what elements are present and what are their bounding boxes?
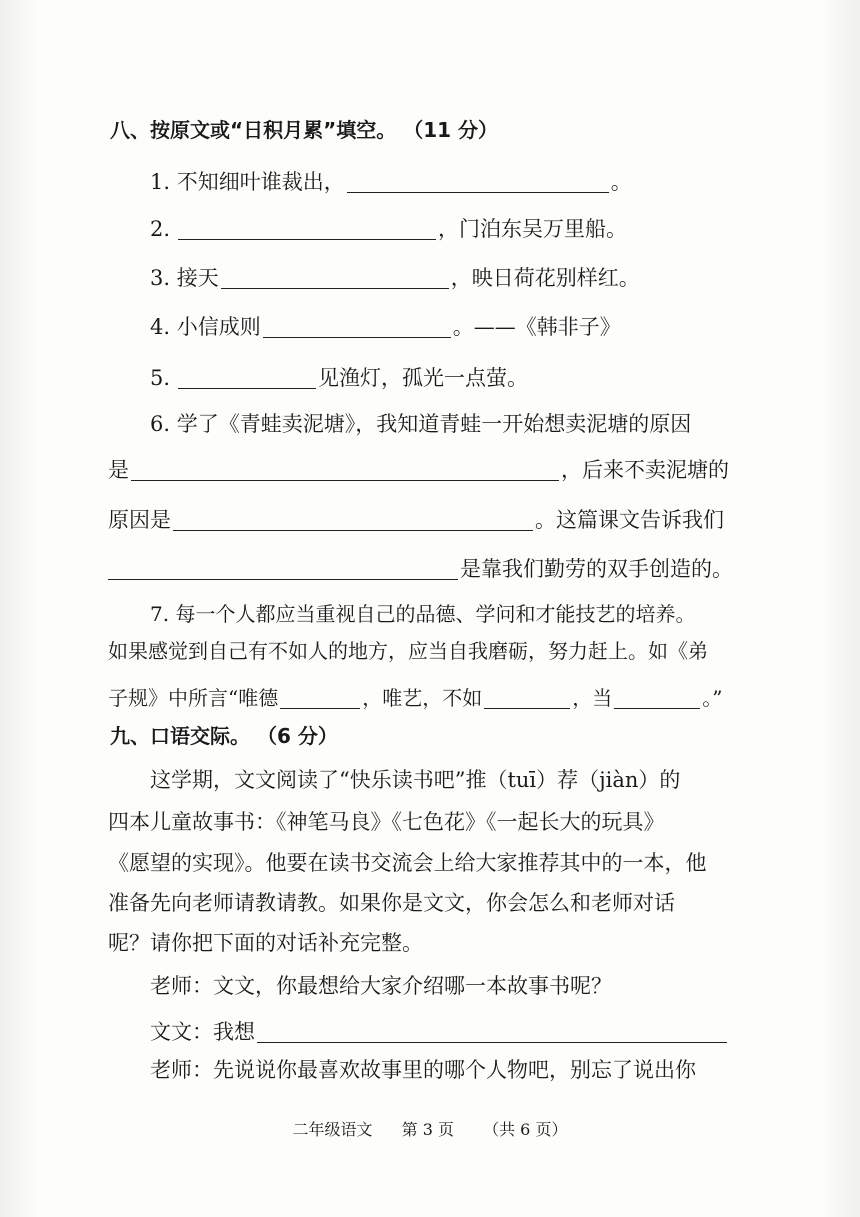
section-9-paragraph-line-2: 四本儿童故事书：《神笔马良》《七色花》《一起长大的玩具》	[108, 810, 665, 834]
dialog-student-1-prefix: 文文：我想	[150, 1020, 255, 1044]
question-8-1-suffix: 。	[610, 170, 632, 194]
answer-blank-8-7-b[interactable]	[484, 686, 570, 709]
question-8-6-line-2-suffix: ，后来不卖泥塘的	[561, 458, 729, 482]
section-9-heading	[110, 722, 338, 750]
question-8-6-line-4-suffix: 是靠我们勤劳的双手创造的。	[460, 557, 733, 581]
answer-blank-8-2[interactable]	[178, 217, 436, 240]
question-8-3	[150, 264, 640, 292]
question-8-5-suffix: 见渔灯，孤光一点萤。	[318, 366, 529, 390]
answer-blank-8-7-c[interactable]	[614, 686, 700, 709]
answer-blank-8-6-a[interactable]	[131, 458, 559, 481]
scan-shadow-right	[820, 0, 860, 1217]
question-8-1-prefix: 1. 不知细叶谁裁出，	[150, 170, 345, 194]
answer-blank-8-5[interactable]	[178, 366, 316, 389]
question-8-7-line-3	[108, 684, 722, 712]
footer-total-pages: （共 6 页）	[483, 1120, 568, 1139]
question-8-2-prefix: 2.	[150, 217, 171, 241]
question-8-5	[150, 364, 528, 392]
question-8-1	[150, 168, 632, 196]
section-8-heading	[110, 116, 498, 144]
question-8-6-line-3-prefix: 原因是	[108, 508, 171, 532]
dialog-teacher-1: 老师：文文，你最想给大家介绍哪一本故事书呢？	[150, 974, 612, 998]
answer-blank-8-7-a[interactable]	[280, 686, 360, 709]
question-8-7-text-d: 。”	[702, 686, 723, 710]
question-8-6-line-1: 6. 学了《青蛙卖泥塘》，我知道青蛙一开始想卖泥塘的原因	[150, 412, 692, 436]
question-8-5-prefix: 5.	[150, 366, 171, 390]
section-9-paragraph-line-3: 《愿望的实现》。他要在读书交流会上给大家推荐其中的一本，他	[108, 851, 707, 875]
question-8-6-line-3	[108, 506, 724, 534]
answer-blank-8-3[interactable]	[221, 266, 449, 289]
question-8-7-line-2: 如果感觉到自己有不如人的地方，应当自我磨砺，努力赶上。如《弟	[108, 639, 708, 663]
question-8-7-text-b: ，唯艺，不如	[362, 686, 483, 710]
question-8-7-text-c: ，当	[572, 686, 613, 710]
section-9-paragraph-line-4: 准备先向老师请教请教。如果你是文文，你会怎么和老师对话	[108, 891, 675, 915]
answer-blank-8-6-b[interactable]	[173, 508, 533, 531]
question-8-4	[150, 313, 621, 341]
dialog-teacher-2: 老师：先说说你最喜欢故事里的哪个人物吧，别忘了说出你	[150, 1058, 696, 1082]
question-8-6-line-2-prefix: 是	[108, 458, 129, 482]
question-8-4-suffix: 。——《韩非子》	[452, 315, 621, 339]
dialog-student-1	[150, 1018, 729, 1046]
question-8-6-line-3-suffix: 。这篇课文告诉我们	[535, 508, 724, 532]
scan-shadow-left	[0, 0, 40, 1217]
footer-page-number: 第 3 页	[401, 1120, 454, 1139]
footer-grade: 二年级语文	[292, 1120, 373, 1139]
section-9-score: （6 分）	[256, 724, 338, 748]
section-8-score: （11 分）	[403, 118, 499, 142]
question-8-3-suffix: ，映日荷花别样红。	[450, 266, 640, 290]
page-footer	[0, 1117, 860, 1140]
question-8-7-line-1: 7. 每一个人都应当重视自己的品德、学问和才能技艺的培养。	[150, 602, 696, 626]
section-9-paragraph-line-5: 呢？请你把下面的对话补充完整。	[108, 931, 423, 955]
question-8-6-line-2	[108, 456, 729, 484]
answer-blank-8-6-c[interactable]	[108, 557, 458, 580]
question-8-7-text-a: 子规》中所言“唯德	[108, 686, 279, 710]
question-8-2	[150, 215, 627, 243]
question-8-6-line-4	[108, 555, 733, 583]
answer-blank-8-1[interactable]	[347, 170, 609, 193]
question-8-4-prefix: 4. 小信成则	[150, 315, 261, 339]
section-9-title: 九、口语交际。	[110, 724, 250, 748]
question-8-2-suffix: ，门泊东吴万里船。	[438, 217, 628, 241]
question-8-3-prefix: 3. 接天	[150, 266, 219, 290]
answer-blank-8-4[interactable]	[263, 315, 451, 338]
answer-blank-dialog-1[interactable]	[257, 1020, 727, 1043]
section-9-paragraph-line-1: 这学期，文文阅读了“快乐读书吧”推（tuī）荐（jiàn）的	[150, 768, 681, 792]
section-8-title: 八、按原文或“日积月累”填空。	[110, 118, 397, 142]
